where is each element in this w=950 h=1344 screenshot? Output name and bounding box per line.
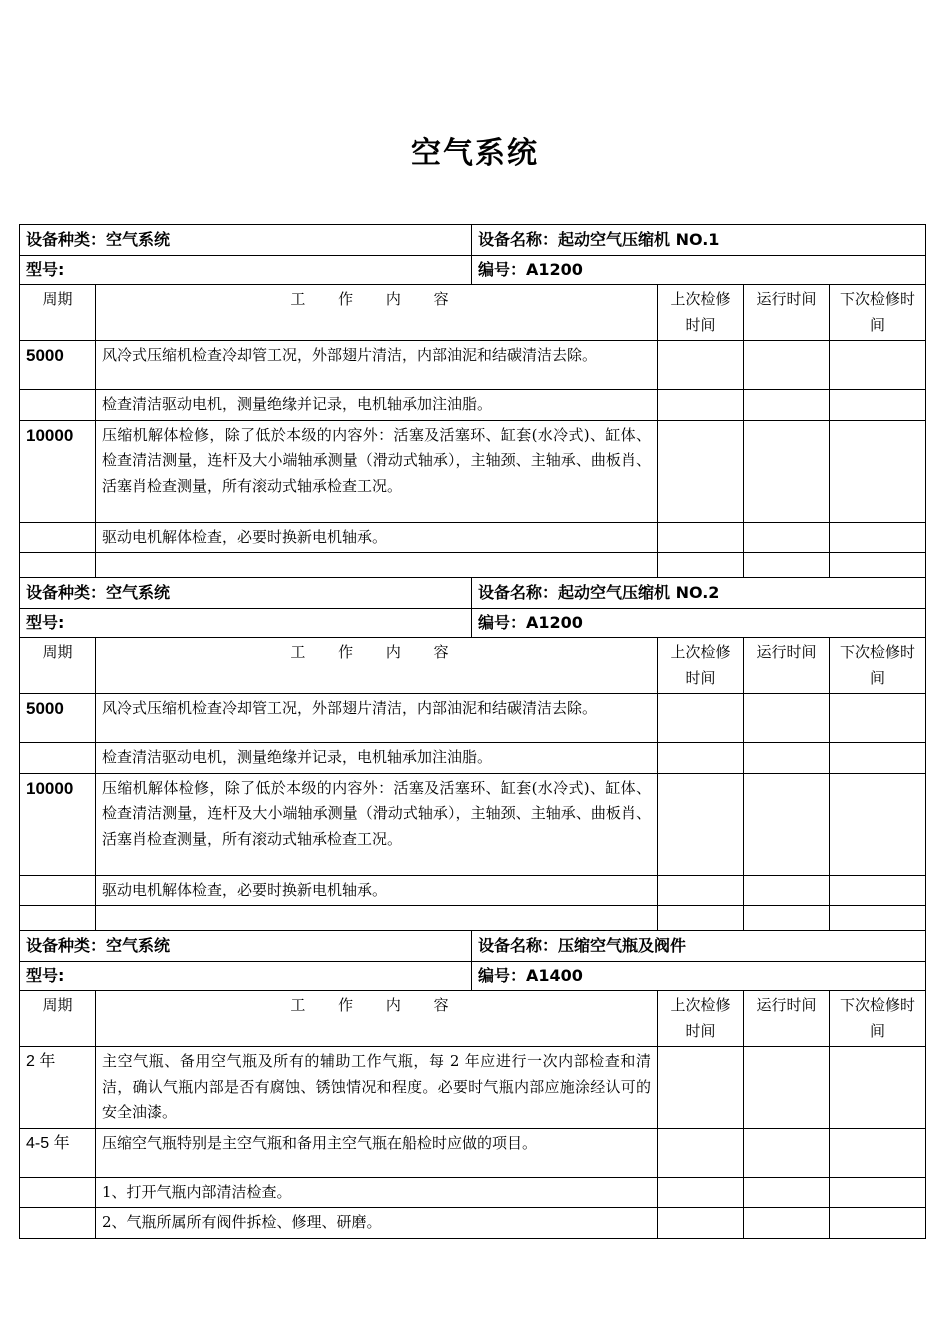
- header-last-repair: 上次检修时间: [658, 285, 744, 341]
- work-content-cell: [96, 553, 658, 578]
- work-content-cell: 1、打开气瓶内部清洁检查。: [96, 1177, 658, 1208]
- work-content-cell: 压缩空气瓶特别是主空气瓶和备用主空气瓶在船检时应做的项目。: [96, 1128, 658, 1177]
- last-repair-cell: [658, 341, 744, 390]
- last-repair-cell: [658, 694, 744, 743]
- next-repair-cell: [830, 1177, 926, 1208]
- section-model-row: [20, 255, 926, 285]
- equipment-name: 设备名称：起动空气压缩机 NO.1: [472, 225, 926, 256]
- period-cell: 10000: [20, 420, 96, 522]
- equipment-name: 设备名称：起动空气压缩机 NO.2: [472, 578, 926, 609]
- header-last-repair: 上次检修时间: [658, 638, 744, 694]
- header-run-time: 运行时间: [744, 991, 830, 1047]
- run-time-cell: [744, 390, 830, 421]
- last-repair-cell: [658, 743, 744, 774]
- table-row: [20, 1208, 926, 1239]
- header-next-repair: 下次检修时间: [830, 638, 926, 694]
- run-time-cell: [744, 1208, 830, 1239]
- section-model-row: [20, 608, 926, 638]
- next-repair-cell: [830, 420, 926, 522]
- table-row: [20, 522, 926, 553]
- run-time-cell: [744, 743, 830, 774]
- last-repair-cell: [658, 906, 744, 931]
- run-time-cell: [744, 875, 830, 906]
- period-cell: 4-5 年: [20, 1128, 96, 1177]
- period-cell: [20, 553, 96, 578]
- work-content-cell: 风冷式压缩机检查冷却管工况，外部翅片清洁，内部油泥和结碳清洁去除。: [96, 694, 658, 743]
- header-work-content: 工 作 内 容: [96, 638, 658, 694]
- equipment-code: 编号：A1200: [472, 255, 926, 285]
- period-cell: [20, 743, 96, 774]
- next-repair-cell: [830, 773, 926, 875]
- work-content-cell: 2、气瓶所属所有阀件拆检、修理、研磨。: [96, 1208, 658, 1239]
- header-period: 周期: [20, 991, 96, 1047]
- section-header-row: [20, 225, 926, 256]
- run-time-cell: [744, 420, 830, 522]
- next-repair-cell: [830, 1047, 926, 1129]
- last-repair-cell: [658, 875, 744, 906]
- work-content-cell: 风冷式压缩机检查冷却管工况，外部翅片清洁，内部油泥和结碳清洁去除。: [96, 341, 658, 390]
- model-label: 型号:: [20, 255, 472, 285]
- last-repair-cell: [658, 522, 744, 553]
- period-cell: [20, 1177, 96, 1208]
- header-work-content: 工 作 内 容: [96, 285, 658, 341]
- table-row: [20, 1128, 926, 1177]
- header-run-time: 运行时间: [744, 285, 830, 341]
- next-repair-cell: [830, 743, 926, 774]
- run-time-cell: [744, 1047, 830, 1129]
- last-repair-cell: [658, 1208, 744, 1239]
- table-row: [20, 743, 926, 774]
- header-period: 周期: [20, 285, 96, 341]
- column-header-row: [20, 638, 926, 694]
- next-repair-cell: [830, 390, 926, 421]
- next-repair-cell: [830, 341, 926, 390]
- table-row: [20, 906, 926, 931]
- run-time-cell: [744, 1177, 830, 1208]
- equipment-code: 编号：A1200: [472, 608, 926, 638]
- table-row: [20, 1047, 926, 1129]
- work-content-cell: [96, 906, 658, 931]
- work-content-cell: 检查清洁驱动电机，测量绝缘并记录，电机轴承加注油脂。: [96, 390, 658, 421]
- column-header-row: [20, 991, 926, 1047]
- table-row: [20, 1177, 926, 1208]
- next-repair-cell: [830, 906, 926, 931]
- last-repair-cell: [658, 553, 744, 578]
- next-repair-cell: [830, 875, 926, 906]
- run-time-cell: [744, 906, 830, 931]
- table-row: [20, 553, 926, 578]
- period-cell: [20, 875, 96, 906]
- last-repair-cell: [658, 1047, 744, 1129]
- table-row: [20, 875, 926, 906]
- table-row: [20, 390, 926, 421]
- last-repair-cell: [658, 1128, 744, 1177]
- last-repair-cell: [658, 773, 744, 875]
- section-header-row: [20, 578, 926, 609]
- run-time-cell: [744, 522, 830, 553]
- table-row: [20, 694, 926, 743]
- maintenance-table: [19, 224, 926, 1239]
- work-content-cell: 驱动电机解体检查，必要时换新电机轴承。: [96, 522, 658, 553]
- period-cell: 10000: [20, 773, 96, 875]
- next-repair-cell: [830, 522, 926, 553]
- period-cell: [20, 906, 96, 931]
- period-cell: [20, 522, 96, 553]
- run-time-cell: [744, 773, 830, 875]
- equipment-type: 设备种类：空气系统: [20, 578, 472, 609]
- header-work-content: 工 作 内 容: [96, 991, 658, 1047]
- header-run-time: 运行时间: [744, 638, 830, 694]
- run-time-cell: [744, 1128, 830, 1177]
- table-row: [20, 420, 926, 522]
- equipment-type: 设备种类：空气系统: [20, 931, 472, 962]
- last-repair-cell: [658, 420, 744, 522]
- model-label: 型号:: [20, 608, 472, 638]
- equipment-name: 设备名称：压缩空气瓶及阀件: [472, 931, 926, 962]
- period-cell: 5000: [20, 341, 96, 390]
- equipment-type: 设备种类：空气系统: [20, 225, 472, 256]
- table-row: [20, 341, 926, 390]
- header-period: 周期: [20, 638, 96, 694]
- table-row: [20, 773, 926, 875]
- section-model-row: [20, 961, 926, 991]
- work-content-cell: 检查清洁驱动电机，测量绝缘并记录，电机轴承加注油脂。: [96, 743, 658, 774]
- model-label: 型号:: [20, 961, 472, 991]
- next-repair-cell: [830, 694, 926, 743]
- next-repair-cell: [830, 1208, 926, 1239]
- work-content-cell: 驱动电机解体检查，必要时换新电机轴承。: [96, 875, 658, 906]
- page-title: 空气系统: [411, 136, 539, 171]
- header-last-repair: 上次检修时间: [658, 991, 744, 1047]
- period-cell: [20, 390, 96, 421]
- last-repair-cell: [658, 390, 744, 421]
- run-time-cell: [744, 694, 830, 743]
- run-time-cell: [744, 341, 830, 390]
- equipment-code: 编号：A1400: [472, 961, 926, 991]
- period-cell: [20, 1208, 96, 1239]
- period-cell: 2 年: [20, 1047, 96, 1129]
- work-content-cell: 压缩机解体检修，除了低於本级的内容外：活塞及活塞环、缸套(水冷式)、缸体、检查清洁测量，连杆及大小端轴承测量（滑动式轴承），主轴颈、主轴承、曲板肖、活塞肖检查测量，所有滚动式轴承检查工况。: [96, 420, 658, 522]
- next-repair-cell: [830, 553, 926, 578]
- next-repair-cell: [830, 1128, 926, 1177]
- work-content-cell: 主空气瓶、备用空气瓶及所有的辅助工作气瓶，每 2 年应进行一次内部检查和清洁，确认气瓶内部是否有腐蚀、锈蚀情况和程度。必要时气瓶内部应施涂经认可的安全油漆。: [96, 1047, 658, 1129]
- work-content-cell: 压缩机解体检修，除了低於本级的内容外：活塞及活塞环、缸套(水冷式)、缸体、检查清洁测量，连杆及大小端轴承测量（滑动式轴承），主轴颈、主轴承、曲板肖、活塞肖检查测量，所有滚动式轴承检查工况。: [96, 773, 658, 875]
- section-header-row: [20, 931, 926, 962]
- header-next-repair: 下次检修时间: [830, 991, 926, 1047]
- run-time-cell: [744, 553, 830, 578]
- last-repair-cell: [658, 1177, 744, 1208]
- column-header-row: [20, 285, 926, 341]
- header-next-repair: 下次检修时间: [830, 285, 926, 341]
- period-cell: 5000: [20, 694, 96, 743]
